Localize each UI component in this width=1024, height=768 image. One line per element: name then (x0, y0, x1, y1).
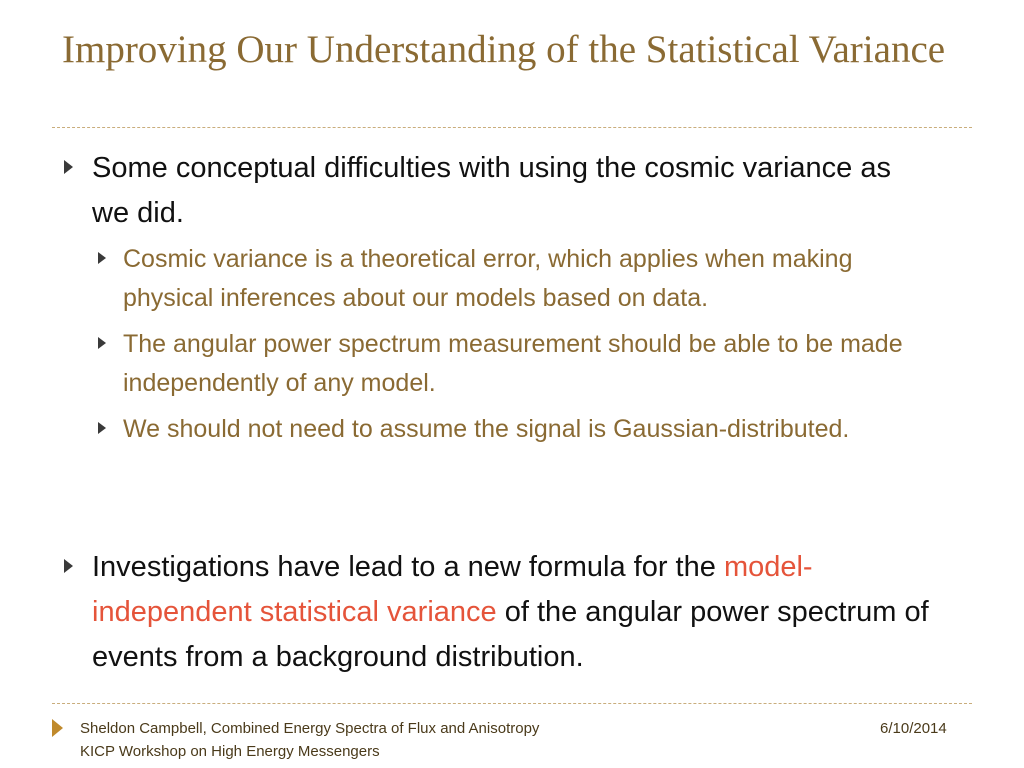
slide-title: Improving Our Understanding of the Statistical Variance (62, 28, 946, 71)
subbullet-2-text: The angular power spectrum measurement should be able to be made independently of any model. (123, 330, 903, 397)
subbullet-3 (123, 410, 863, 449)
subbullet-3-text: We should not need to assume the signal is Gaussian-distributed. (123, 415, 850, 443)
subbullet-1-text: Cosmic variance is a theoretical error, which applies when making physical inferences about our models based on data. (123, 245, 853, 312)
title-divider (52, 127, 972, 128)
footer-line-1: Sheldon Campbell, Combined Energy Spectra of Flux and Anisotropy (80, 720, 540, 737)
footer-arrow-icon (52, 719, 63, 737)
bullet-2 (92, 545, 962, 680)
subbullet-2 (123, 325, 953, 403)
bullet-2-highlight: model-independent statistical variance (92, 551, 813, 628)
subbullet-1 (123, 240, 943, 318)
bullet-2-text-after: of the angular power spectrum of events from a background distribution. (92, 596, 929, 673)
bullet-1 (92, 146, 892, 236)
subbullet-arrow-icon (98, 337, 106, 349)
bullet-arrow-icon (64, 559, 73, 573)
bullet-arrow-icon (64, 160, 73, 174)
bullet-2-text-before: Investigations have lead to a new formula for the (92, 551, 724, 583)
subbullet-arrow-icon (98, 252, 106, 264)
footer-line-2: KICP Workshop on High Energy Messengers (80, 743, 380, 760)
footer-divider (52, 703, 972, 704)
bullet-1-text: Some conceptual difficulties with using the cosmic variance as we did. (92, 152, 891, 229)
subbullet-arrow-icon (98, 422, 106, 434)
footer-date: 6/10/2014 (880, 720, 947, 737)
